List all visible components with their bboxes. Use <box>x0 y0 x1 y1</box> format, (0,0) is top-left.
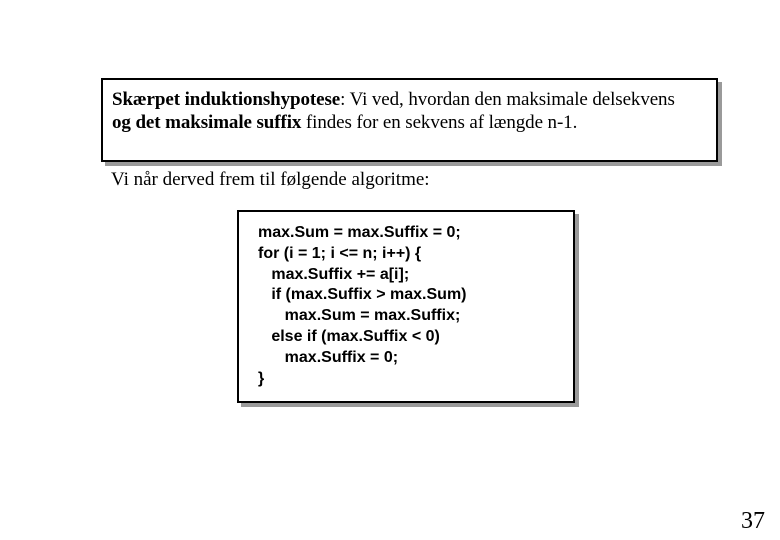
hypothesis-text-2: findes for en sekvens af længde n-1. <box>301 112 578 133</box>
induction-hypothesis-box <box>101 78 718 162</box>
code-line: max.Suffix = 0; <box>258 348 399 366</box>
algorithm-intro-text: Vi når derved frem til følgende algoritme: <box>111 169 430 190</box>
code-line: for (i = 1; i <= n; i++) { <box>258 244 422 262</box>
hypothesis-line-2 <box>112 111 716 134</box>
suffix-term: og det maksimale suffix <box>112 112 302 133</box>
code-line: max.Sum = max.Suffix = 0; <box>258 224 461 241</box>
code-line: max.Sum = max.Suffix; <box>258 307 461 325</box>
hypothesis-text-1: : Vi ved, hvordan den maksimale delsekvens <box>340 89 675 110</box>
hypothesis-line-1 <box>112 88 716 111</box>
code-line: max.Suffix += a[i]; <box>258 265 410 283</box>
page-number: 37 <box>741 508 765 534</box>
hypothesis-term: Skærpet induktionshypotese <box>112 89 341 110</box>
algorithm-code-box <box>237 210 575 403</box>
code-line: if (max.Suffix > max.Sum) <box>258 286 467 304</box>
code-line: else if (max.Suffix < 0) <box>258 327 440 345</box>
code-line: } <box>258 369 265 387</box>
